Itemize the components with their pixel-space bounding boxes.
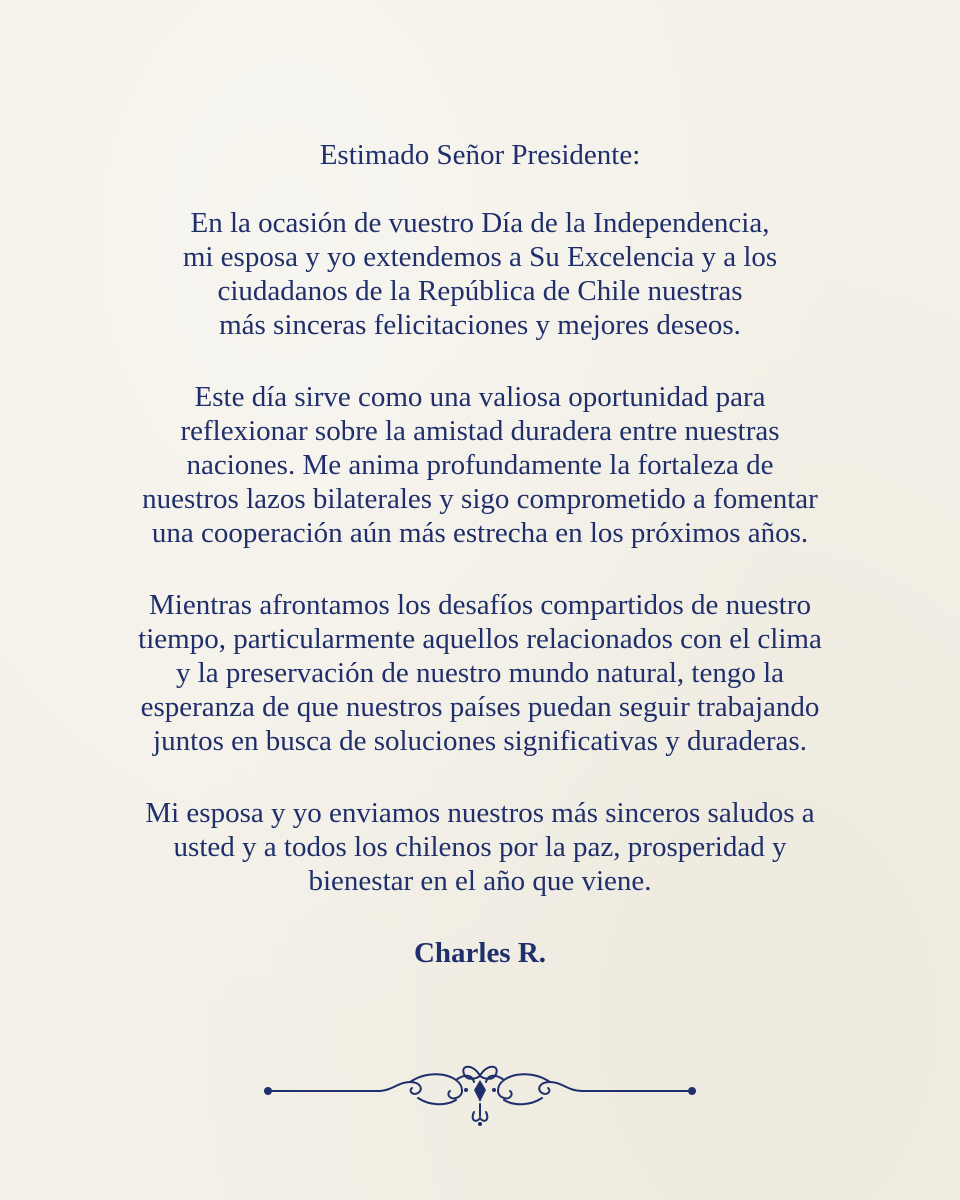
paragraph-line: esperanza de que nuestros países puedan seguir trabajando	[140, 691, 820, 723]
paragraph-line: usted y a todos los chilenos por la paz, prosperidad y	[173, 831, 787, 863]
paragraph-2	[0, 380, 960, 550]
salutation: Estimado Señor Presidente:	[319, 139, 641, 171]
paragraph-line: En la ocasión de vuestro Día de la Independencia,	[190, 207, 770, 239]
paragraph-line: bienestar en el año que viene.	[308, 865, 652, 897]
paragraph-line: una cooperación aún más estrecha en los próximos años.	[151, 517, 809, 549]
paragraph-line: Este día sirve como una valiosa oportunidad para	[194, 381, 766, 413]
letter-body	[0, 138, 960, 970]
paragraph-4	[0, 796, 960, 898]
paragraph-line: tiempo, particularmente aquellos relacionados con el clima	[138, 623, 822, 655]
signature: Charles R.	[413, 937, 547, 969]
decorative-flourish-divider-icon	[260, 1054, 700, 1134]
paragraph-line: nuestros lazos bilaterales y sigo comprometido a fomentar	[142, 483, 818, 515]
paragraph-1	[0, 206, 960, 342]
paragraph-line: y la preservación de nuestro mundo natural, tengo la	[176, 657, 784, 689]
paragraph-line: Mientras afrontamos los desafíos compartidos de nuestro	[148, 589, 811, 621]
paragraph-line: mi esposa y yo extendemos a Su Excelencia y a los	[182, 241, 778, 273]
paragraph-line: naciones. Me anima profundamente la fortaleza de	[186, 449, 774, 481]
paragraph-line: reflexionar sobre la amistad duradera entre nuestras	[180, 415, 780, 447]
paragraph-line: más sinceras felicitaciones y mejores deseos.	[219, 309, 741, 341]
paragraph-line: Mi esposa y yo enviamos nuestros más sinceros saludos a	[145, 797, 815, 829]
paragraph-line: juntos en busca de soluciones significativas y duraderas.	[153, 725, 807, 757]
paragraph-3	[0, 588, 960, 758]
paragraph-line: ciudadanos de la República de Chile nuestras	[217, 275, 743, 307]
